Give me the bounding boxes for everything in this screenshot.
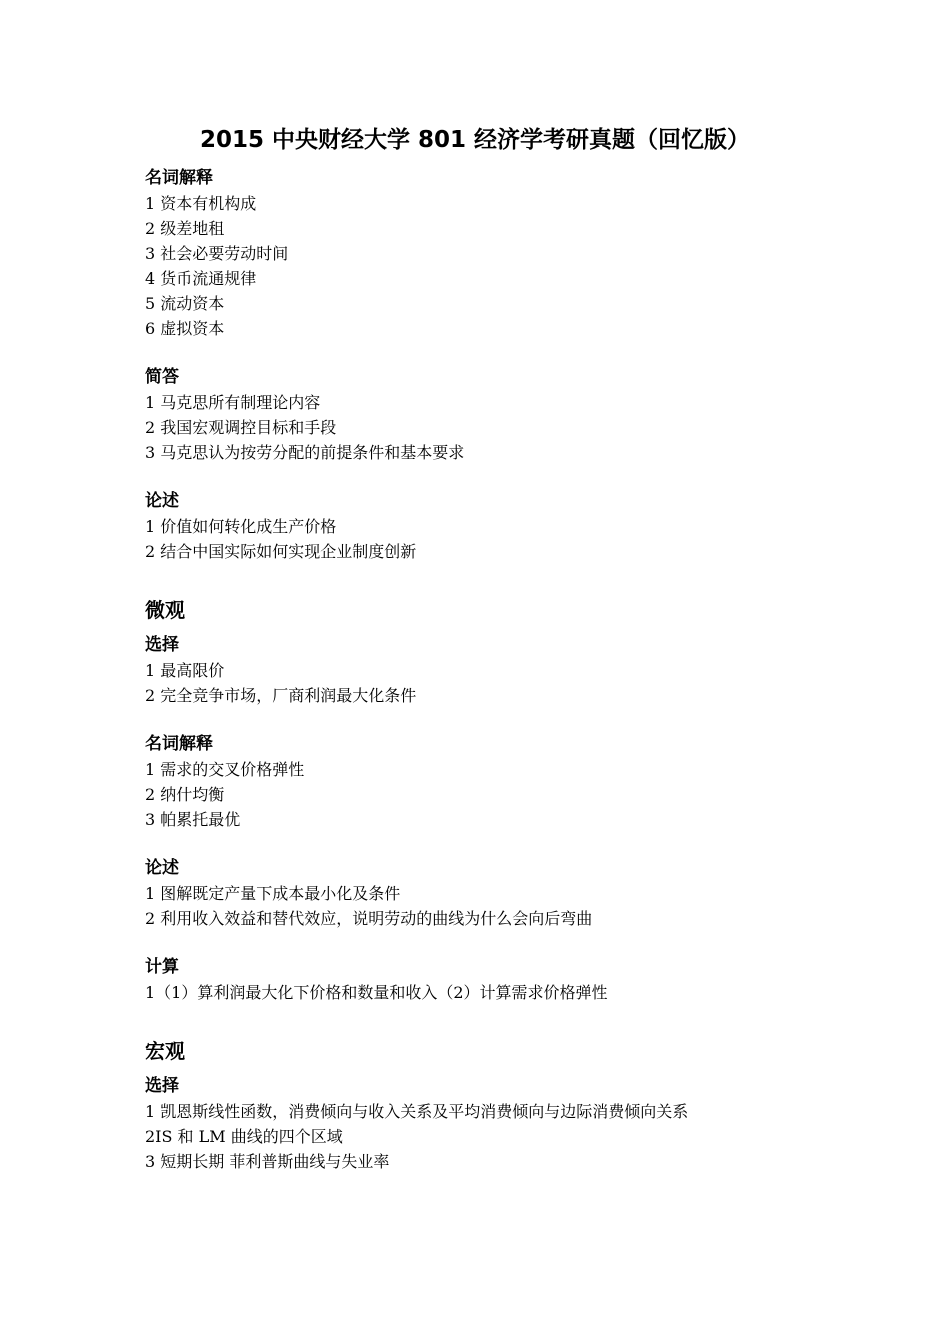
micro-essay-heading: 论述 [145, 858, 179, 878]
list-item: 2 结合中国实际如何实现企业制度创新 [145, 542, 417, 561]
list-item: 1（1）算利润最大化下价格和数量和收入（2）计算需求价格弹性 [145, 983, 608, 1002]
macro-section-heading: 宏观 [145, 1039, 185, 1063]
list-item: 2IS 和 LM 曲线的四个区域 [145, 1127, 343, 1146]
list-item: 5 流动资本 [145, 294, 225, 313]
pe-essay-heading: 论述 [145, 491, 179, 511]
micro-choice-heading: 选择 [145, 635, 179, 655]
micro-calc-heading: 计算 [145, 957, 179, 977]
list-item: 2 完全竞争市场，厂商利润最大化条件 [145, 686, 417, 705]
list-item: 6 虚拟资本 [145, 319, 225, 338]
micro-terms-heading: 名词解释 [145, 734, 213, 754]
list-item: 1 图解既定产量下成本最小化及条件 [145, 884, 401, 903]
list-item: 1 价值如何转化成生产价格 [145, 517, 337, 536]
list-item: 3 马克思认为按劳分配的前提条件和基本要求 [145, 443, 465, 462]
pe-short-answer-heading: 简答 [145, 367, 179, 387]
document-title: 2015 中央财经大学 801 经济学考研真题（回忆版） [199, 127, 751, 153]
micro-section-heading: 微观 [145, 598, 185, 622]
list-item: 2 利用收入效益和替代效应，说明劳动的曲线为什么会向后弯曲 [145, 909, 593, 928]
list-item: 4 货币流通规律 [145, 269, 257, 288]
document-body [145, 166, 865, 1174]
list-item: 2 纳什均衡 [145, 785, 225, 804]
list-item: 1 资本有机构成 [145, 194, 257, 213]
list-item: 1 马克思所有制理论内容 [145, 393, 321, 412]
macro-choice-heading: 选择 [145, 1076, 179, 1096]
list-item: 3 短期长期 菲利普斯曲线与失业率 [145, 1152, 390, 1171]
list-item: 1 需求的交叉价格弹性 [145, 760, 305, 779]
list-item: 2 级差地租 [145, 219, 225, 238]
list-item: 3 帕累托最优 [145, 810, 241, 829]
pe-terms-heading: 名词解释 [145, 168, 213, 188]
list-item: 3 社会必要劳动时间 [145, 244, 289, 263]
list-item: 1 凯恩斯线性函数，消费倾向与收入关系及平均消费倾向与边际消费倾向关系 [145, 1102, 689, 1121]
list-item: 2 我国宏观调控目标和手段 [145, 418, 337, 437]
list-item: 1 最高限价 [145, 661, 225, 680]
